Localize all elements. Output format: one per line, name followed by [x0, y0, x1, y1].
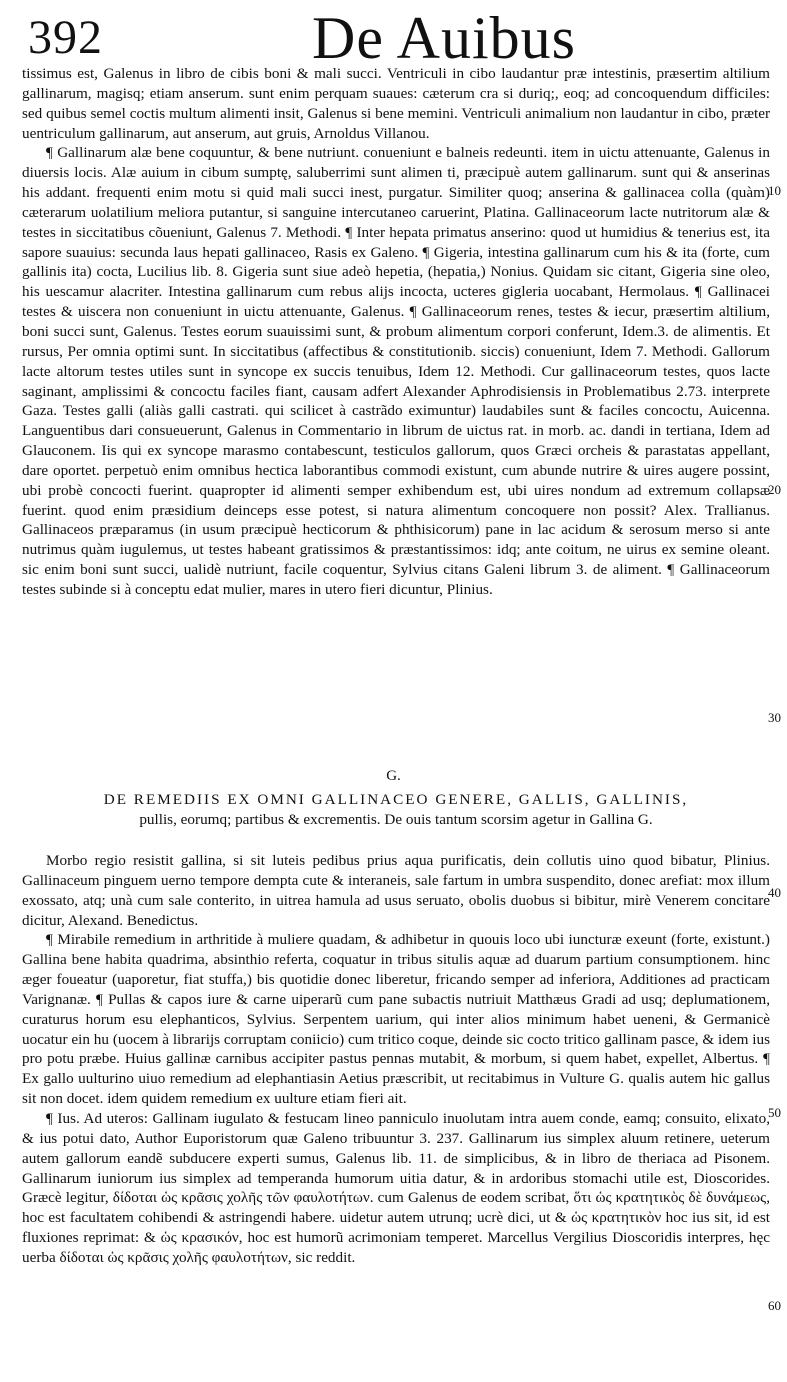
- margin-line-number: 10: [768, 183, 781, 198]
- margin-line-number: 40: [768, 885, 781, 900]
- margin-line-number: 20: [768, 482, 781, 497]
- paragraph: ¶ Ius. Ad uteros: Gallinam iugulato & festucam lineo panniculo inuolutam intra auem conde, eamq; consuito, elixato, & ius potui dato, Author Euporistorum quæ Galeno tribuuntur 3. 237. Gallinarum ius simplex aluum retinere, ueterum autem gallorum eandẽ subducere experti sumus, Galenus lib. 11. de simplicibus, & in libro de theriaca ad Pisonem. Gallinarum iuniorum ius simplex ad temperanda humorum uitia datur, & in ardoribus stomachi utile est, Dioscorides. Græcè legitur, δίδοται ὡς κρᾶσις χολῆς τῶν φαυλοτήτων. cum Galenus de eodem scribat, ὅτι ὡς κρατητικὸς δὲ δυνάμεως, hoc est facultatem cohibendi & astringendi habere. uidetur autem utrunq; ucrè dici, ut & ὡς κρατητικὸν hoc ius sit, id est fluxiones reprimat: & ὡς κρασικόν, hoc est humorũ acrimoniam temperet. Marcellus Vergilius Dioscoridis interpres, hęc uerba δίδοται ὡς κρᾶσις χολῆς φαυλοτήτων, sic reddit.: [22, 1109, 770, 1266]
- section-letter: G.: [386, 768, 401, 784]
- margin-line-number: 60: [768, 1298, 781, 1313]
- section-heading: [22, 790, 770, 830]
- heading-line: DE REMEDIIS EX OMNI GALLINACEO GENERE, GALLIS, GALLINIS,: [103, 791, 689, 808]
- margin-line-number: 50: [768, 1105, 781, 1120]
- margin-line-number: 30: [768, 710, 781, 725]
- paragraph: ¶ Gallinarum alæ bene coquuntur, & bene nutriunt. conueniunt e balneis redeunti. item in uictu attenuante, Galenus in diuersis locis. Alæ auium in cibum sumptę, saluberrimi sunt alimen ti, præcipuè autem gallinarum. sunt qui & anserinas his addant. frequenti enim motu si quid mali succi inest, purgatur. Similiter quoq; anserina & gallinacea colla (quàm) cæterarum uolatilium meliora putantur, si sanguine intercutaneo caruerint, Platina. Gallinaceorum lacte nutritorum alæ & testes in siccitatibus cõueniunt, Galenus 7. Methodi. ¶ Inter hepata primatus anserino: quod ut humidius & tenerius est, ita sapore suauius: secunda laus hepati gallinaceo, Rasis ex Galeno. ¶ Gigeria, intestina gallinarum cum his & ita (forte, cum gallinis ita) cocta, Lucilius lib. 8. Gigeria sunt siue adeò hepetia, (hepatia,) Nonius. Quidam sic citant, Gigeria sine oleo, his uescamur alacriter. Intestina gallinarum cum rebus alijs incocta, ucteres gigleria uocabant, Hermolaus. ¶ Gallinacei testes & uiscera non conueniunt in uictu attenuante, Galenus. ¶ Gallinaceorum renes, testes & iecur, præsertim altilium, boni succi sunt, Galenus. Testes eorum suauissimi sunt, & probum alimentum corpori conferunt, Idem.3. de alimentis. Et rursus, Per omnia optimi sunt. In siccitatibus (affectibus & constitutionib. siccis) conueniunt, Idem 7. Methodi. Gallorum lacte altorum testes utiles sunt in syncope ex succis tenuibus, Idem 12. Methodi. Cur gallinaceorum testes, quos lacte saginant, amplissimi & concoctu faciles fiant, causam adfert Alexander Aphrodisiensis in Problematibus 2.73. interprete Gaza. Testes galli (aliàs galli castrati. qui scilicet à castrãdo eximuntur) laudabiles sunt & faciles concoctu, Auicenna. Languentibus dari consueuerunt, Galenus in Commentario in librum de uictus rat. in morb. ac. dandi in tertiana, Idem ad Glauconem. Iis qui ex syncope marasmo contabescunt, testiculos gallorum, quos Græci orcheis & parastatas appellant, dare oportet. perpetuò enim omnibus hectica laborantibus commodi existunt, cum abunde nutrire & uires augere possint, ubi probè concocti fuerint. quapropter id alimenti semper exhibendum est, ubi uires nondum ad extremum collapsæ fuerint. quod enim præsidium deinceps esse potest, si natura alimentum concoquere non possit? Alex. Trallianus. Gallinaceos præparamus (in usum præcipuè hecticorum & phthisicorum) pane in lac acidum & serosum merso si ante nutrimus quàm iugulemus, ut testes habeant gratissimos & præstantissimos: idq; ante coitum, ne uirus ex semine oleant. sic enim boni sunt succi, ualidè nutriunt, facile coquentur, Sylvius citans Galeni librum 3. de aliment. ¶ Gallinaceorum testes subinde si à conceptu edat mulier, mares in utero fieri dicuntur, Plinius.: [22, 144, 770, 598]
- paragraph: tissimus est, Galenus in libro de cibis boni & mali succi. Ventriculi in cibo laudantur præ intestinis, præsertim altilium gallinarum, magisq; etiam anserum. sunt enim perquam suaues: cæterum cra si duriq;, eoq; ad concoquendum difficiles: sed quibus semel coctis multum alimenti insit, Galenus si bene memini. Ventriculi animalium non laudantur in cibo, præter uentriculum gallinarum, aut anserum, aut gruis, Arnoldus Villanou.: [22, 65, 770, 142]
- text-block-remedies: [22, 851, 770, 1268]
- page-number: 392: [28, 11, 103, 64]
- running-title: De Auibus: [312, 5, 576, 71]
- page-header: [0, 0, 787, 70]
- paragraph: Morbo regio resistit gallina, si sit luteis pedibus prius aqua purificatis, dein collutis uino quod bibatur, Plinius. Gallinaceum pinguem uerno tempore dempta cute & interaneis, sale fartum in umbra suspendito, donec arefiat: mox illum exossato, atq; unà cum sale conterito, in uitrea hamula ad usus seruato, obolis duobus si bibitur, mirè Venerem concitare dicitur, Alexand. Benedictus.: [22, 852, 770, 929]
- paragraph: ¶ Mirabile remedium in arthritide à muliere quadam, & adhibetur in quouis loco ubi iuncturæ exeunt (forte, existunt.) Gallina bene habita quadrima, absinthio referta, coquatur in tribus situlis aquæ ad duarum partium consumptionem. hinc æger foueatur (uaporetur, fiat stuffa,) bis quotidie donec liberetur, fricando semper ad inferiora, Additiones ad practicam Varignanæ. ¶ Pullas & capos iure & carne uiperarũ cum pane subactis nutriuit Matthæus Gradi ad usq; deplumationem, curaturus horum esu elephanticos, Sylvius. Serpentem uarium, qui inter alios minimum habet ueneni, & Germanicè uocatur ein hu (uocem à librarijs corruptam coniicio) cum tritico coque, deinde sic cocto tritico gallinam pasce, & idem ius pro potu præbe. Huius gallinæ carnibus accipiter pastus pennas mutabit, & morbum, si quem habet, expellet, Albertus. ¶ Ex gallo uulturino uiuo remedium ad elephantiasin Aetius præscribit, ut recitabimus in Vulture G. qualis autem hic gallus sit non docet. idem quidem remedium ex uulture etiam fieri ait.: [22, 931, 770, 1108]
- text-block-ventriculi: [22, 64, 770, 600]
- heading-line: pullis, eorumq; partibus & excrementis. De ouis tantum scorsim agetur in Gallina G.: [139, 810, 653, 828]
